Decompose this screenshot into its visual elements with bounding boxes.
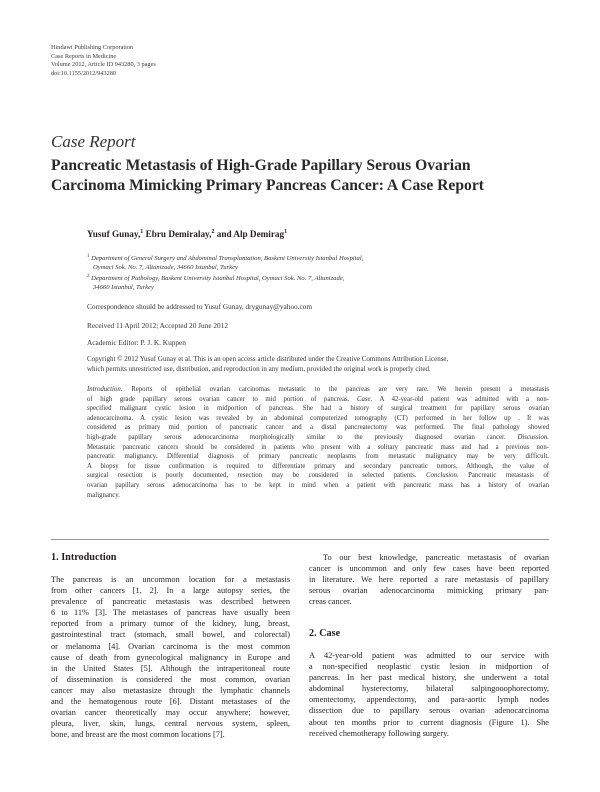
text-line: of dissemination is considered the most common, ovarian bbox=[51, 674, 290, 684]
received-dates: Received 11 April 2012; Accepted 20 June 2012 bbox=[87, 321, 228, 330]
text-line: about ten months prior to current diagnosis (Figure 1). She bbox=[309, 717, 549, 727]
text-line: from other cancers [1, 2]. In a large autopsy series, the bbox=[51, 586, 290, 596]
text-line: cancer may also metastasize through the lymphatic channels bbox=[51, 685, 290, 695]
title-line-2: Carcinoma Mimicking Primary Pancreas Cancer: A Case Report bbox=[51, 177, 484, 194]
text-line: creas cancer. bbox=[309, 597, 352, 607]
text-line: cancer is uncommon and only few cases have been reported bbox=[309, 564, 549, 574]
text-line: a non-specified neoplastic cystic lesion in midportion of bbox=[309, 662, 549, 672]
text-line: cause of death from gynecological malignancy in Europe and bbox=[51, 652, 290, 662]
affiliation-2: $^2$ Department of Pathology, Baskent University Istanbul Hospital, Oymaci Sok. No. 7, Altunizade, 34660 Istanbul, Turkey bbox=[87, 274, 345, 292]
introduction-text bbox=[51, 574, 290, 740]
text-line: in literature. We here reported a rare metastasis of papillary bbox=[309, 575, 549, 585]
text-line: The pancreas is an uncommon location for a metastasis bbox=[51, 575, 290, 584]
paper-title bbox=[51, 156, 484, 196]
author-name: Ebru Demiralay, bbox=[145, 229, 212, 240]
case-heading: 2. Case bbox=[309, 628, 341, 639]
section-divider bbox=[51, 539, 549, 540]
text-line: and the hematogenous route [6]. Distant metastases of the bbox=[51, 697, 290, 707]
author-name: and Alp Demirag bbox=[216, 229, 285, 240]
volume-info: Volume 2012, Article ID 943280, 3 pages bbox=[51, 61, 156, 69]
abstract-label-discussion: Discussion. bbox=[517, 433, 549, 441]
text-line: A 42-year-old patient was admitted to our service with bbox=[309, 651, 549, 660]
title-line-1: Pancreatic Metastasis of High-Grade Papillary Serous Ovarian bbox=[51, 157, 471, 174]
affiliation-line: Department of General Surgery and Abdominal Transplantation, Baskent University Istanbul Hospital, bbox=[91, 255, 364, 263]
abstract-label-introduction: Introduction. bbox=[87, 386, 123, 393]
author-name: Yusuf Gunay, bbox=[87, 229, 141, 240]
text-line: serous ovarian adenocarcinoma mimicking primary pan- bbox=[309, 586, 549, 596]
affiliation-marker: 2 bbox=[211, 229, 215, 235]
text-line: bone, and breast are the most common locations [7]. bbox=[51, 730, 225, 740]
text-line: or melanoma [4]. Ovarian carcinoma is the most common bbox=[51, 641, 290, 651]
text-line: pancreas. In her past medical history, she underwent a total bbox=[309, 673, 549, 683]
case-text bbox=[309, 650, 549, 739]
text-line: To our best knowledge, pancreatic metastasis of ovarian bbox=[323, 553, 549, 562]
affiliation-marker: 1 bbox=[284, 229, 288, 235]
text-line: ovarian cancer theoretically may occur anywhere; however, bbox=[51, 708, 290, 718]
text-line: abdominal hysterectomy, bilateral salpingooophorectomy, bbox=[309, 684, 549, 694]
affiliation-line: Department of Pathology, Baskent University Istanbul Hospital, Oymaci Sok. No. 7, Altunizade, bbox=[91, 275, 345, 283]
copyright-notice: Copyright © 2012 Yusuf Gunay et al. This is an open access article distributed under the Creative Commons Attribution License, which permits unrestricted use, distribution, and reproduction in any medium, provided the original work is properly cited. bbox=[87, 355, 449, 373]
doi[interactable]: doi:10.1155/2012/943280 bbox=[51, 69, 117, 77]
text-line: reported from a primary tumor of the kidney, lung, breast, bbox=[51, 619, 290, 629]
text-line: prevalence of pancreatic metastasis was described between bbox=[51, 597, 290, 607]
introduction-heading: 1. Introduction bbox=[51, 552, 117, 563]
affiliation-line: 34660 Istanbul, Turkey bbox=[93, 284, 154, 292]
abstract-label-case: Case. bbox=[356, 395, 373, 403]
text-line: dissection due to papillary serous ovarian adenocarcinoma bbox=[309, 706, 549, 716]
journal-header bbox=[51, 44, 156, 78]
knowledge-paragraph bbox=[309, 552, 549, 607]
abstract-label-conclusion: Conclusion. bbox=[425, 472, 459, 480]
correspondence: Correspondence should be addressed to Yusuf Gunay, drygunay@yahoo.com bbox=[87, 302, 313, 311]
text-line: gastrointestinal tract (stomach, small bowel, and colorectal) bbox=[51, 630, 290, 640]
author-list bbox=[87, 229, 287, 239]
text-line: omentectomy, appendectomy, and para-aortic lymph nodes bbox=[309, 695, 549, 705]
journal-name: Case Reports in Medicine bbox=[51, 52, 117, 60]
abstract: Introduction. Reports of epithelial ovarian carcinomas metastatic to the pancreas are very rare. We herein present a metastasis of high grade papillary serous ovarian cancer to mid portion of pancreas. Case. A 42-year-old patient was admitted with a non- specified malignant cystic lesion in midportion of pancreas. She had a history of surgical treatment for papillary serous ovarian adenocarcinoma. A cystic lesion was revealed by an abdominal computerized tomography (CT) performed in her follow up . It was considered as primary mid portion of pancreatic cancer and a distal pancreatectomy was performed. The final pathology showed high-grade papillary serous adenocarcinoma morphologically similar to the previously diagnosed ovarian cancer. Discussion. Metastatic pancreatic cancers should be considered in patients who present with a solitary pancreatic mass and had a previous non- pancreatic malignancy. Differential diagnosis of primary pancreatic neoplasms from metastatic malignancy may be very difficult. A biopsy for tissue confirmation is required to differentiate primary and secondary pancreatic tumors. Although, the value of surgical resection is poorly documented, resection may be considered in selected patients. Conclusion. Pancreatic metastasis of ovarian papillary serous adenocarcinoma has to be kept in mind when a patient with pancreatic mass has a history of ovarian malignancy. bbox=[87, 386, 549, 499]
publisher-name: Hindawi Publishing Corporation bbox=[51, 44, 134, 51]
academic-editor: Academic Editor: P. J. K. Kuppen bbox=[87, 338, 186, 347]
text-line: received chemotherapy following surgery. bbox=[309, 728, 449, 738]
article-type: Case Report bbox=[51, 132, 136, 151]
affiliation-line: Oymaci Sok. No. 7, Altunizade, 34660 Istanbul, Turkey bbox=[93, 264, 238, 272]
text-line: in the United States [5]. Although the intraperitoneal route bbox=[51, 663, 290, 673]
affiliation-1: $^1$ Department of General Surgery and Abdominal Transplantation, Baskent University Istanbul Hospital, Oymaci Sok. No. 7, Altunizade, 34660 Istanbul, Turkey bbox=[87, 254, 364, 272]
text-line: 6 to 11% [3]. The metastases of pancreas have usually been bbox=[51, 608, 290, 618]
affiliation-marker: 1 bbox=[140, 229, 144, 235]
text-line: pleura, liver, skin, lungs, central nervous system, spleen, bbox=[51, 719, 290, 729]
